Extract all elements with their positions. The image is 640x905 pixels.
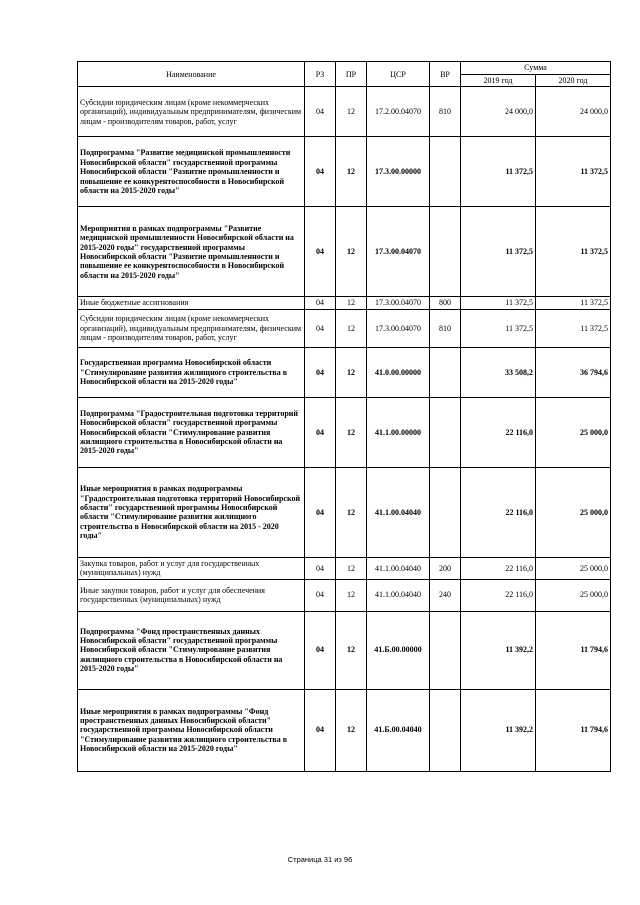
cell-vr: 810 (430, 309, 461, 347)
budget-table (77, 61, 611, 772)
cell-sum-2019: 22 116,0 (461, 467, 536, 557)
budget-page (77, 61, 610, 772)
cell-csr: 41.1.00.04040 (367, 557, 430, 579)
cell-pr: 12 (336, 557, 367, 579)
cell-pr: 12 (336, 347, 367, 397)
cell-sum-2020: 11 372,5 (536, 309, 611, 347)
cell-vr (430, 689, 461, 771)
header-name: Наименование (78, 62, 305, 87)
cell-csr: 17.2.00.04070 (367, 87, 430, 137)
header-sum: Сумма (461, 62, 611, 75)
cell-sum-2020: 11 372,5 (536, 207, 611, 297)
table-row (78, 137, 611, 207)
cell-name: Мероприятия в рамках подпрограммы "Развитие медицинской промышленности Новосибирской области на 2015-2020 годы" государственной программы Новосибирской области "Развитие промышленности и повышение ее конкурентоспособности в Новосибирской области на 2015-2020 годы" (78, 207, 305, 297)
cell-csr: 17.3.00.00000 (367, 137, 430, 207)
cell-csr: 17.3.00.04070 (367, 297, 430, 309)
cell-vr (430, 397, 461, 467)
cell-name: Иные бюджетные ассигнования (78, 297, 305, 309)
table-row (78, 87, 611, 137)
cell-sum-2020: 24 000,0 (536, 87, 611, 137)
cell-csr: 17.3.00.04070 (367, 309, 430, 347)
cell-rz: 04 (305, 309, 336, 347)
cell-sum-2020: 25 000,0 (536, 467, 611, 557)
cell-sum-2019: 22 116,0 (461, 397, 536, 467)
cell-sum-2020: 11 794,6 (536, 611, 611, 689)
cell-csr: 41.1.00.00000 (367, 397, 430, 467)
table-row (78, 207, 611, 297)
cell-rz: 04 (305, 347, 336, 397)
cell-sum-2019: 11 372,5 (461, 297, 536, 309)
cell-vr (430, 611, 461, 689)
table-row (78, 397, 611, 467)
cell-sum-2019: 11 392,2 (461, 611, 536, 689)
table-row (78, 689, 611, 771)
cell-rz: 04 (305, 689, 336, 771)
cell-sum-2020: 25 000,0 (536, 397, 611, 467)
cell-csr: 41.Б.00.04040 (367, 689, 430, 771)
cell-pr: 12 (336, 579, 367, 611)
table-header (78, 62, 611, 87)
cell-pr: 12 (336, 207, 367, 297)
cell-rz: 04 (305, 611, 336, 689)
cell-sum-2020: 36 794,6 (536, 347, 611, 397)
cell-name: Иные мероприятия в рамках подпрограммы "Фонд пространственных данных Новосибирской области" государственной программы Новосибирской области "Стимулирование развития жилищного строительства в Новосибирской области на 2015-2020 годы" (78, 689, 305, 771)
cell-csr: 41.0.00.00000 (367, 347, 430, 397)
cell-rz: 04 (305, 297, 336, 309)
cell-vr: 810 (430, 87, 461, 137)
cell-name: Иные закупки товаров, работ и услуг для обеспечения государственных (муниципальных) нужд (78, 579, 305, 611)
cell-csr: 41.1.00.04040 (367, 579, 430, 611)
cell-sum-2020: 11 372,5 (536, 297, 611, 309)
header-year-2019: 2019 год (461, 75, 536, 87)
cell-pr: 12 (336, 137, 367, 207)
cell-vr (430, 207, 461, 297)
cell-vr: 240 (430, 579, 461, 611)
table-row (78, 347, 611, 397)
cell-vr (430, 347, 461, 397)
table-row (78, 557, 611, 579)
cell-pr: 12 (336, 87, 367, 137)
cell-vr: 800 (430, 297, 461, 309)
cell-pr: 12 (336, 689, 367, 771)
cell-name: Подпрограмма "Градостроительная подготовка территорий Новосибирской области" государственной программы Новосибирской области "Стимулирование развития жилищного строительства в Новосибирской области на 2015-2020 годы" (78, 397, 305, 467)
table-row (78, 309, 611, 347)
cell-csr: 17.3.00.04070 (367, 207, 430, 297)
header-csr: ЦСР (367, 62, 430, 87)
cell-csr: 41.1.00.04040 (367, 467, 430, 557)
cell-rz: 04 (305, 467, 336, 557)
cell-vr (430, 137, 461, 207)
cell-rz: 04 (305, 87, 336, 137)
table-row (78, 611, 611, 689)
cell-rz: 04 (305, 397, 336, 467)
page-number: Страница 31 из 96 (287, 855, 353, 864)
header-rz: РЗ (305, 62, 336, 87)
table-row (78, 579, 611, 611)
cell-name: Подпрограмма "Развитие медицинской промышленности Новосибирской области" государственной программы Новосибирской области "Развитие промышленности и повышение ее конкурентоспособности в Новосибирской области на 2015-2020 годы" (78, 137, 305, 207)
table-body (78, 87, 611, 771)
table-row (78, 467, 611, 557)
cell-csr: 41.Б.00.00000 (367, 611, 430, 689)
cell-pr: 12 (336, 297, 367, 309)
cell-pr: 12 (336, 309, 367, 347)
cell-sum-2019: 11 372,5 (461, 207, 536, 297)
cell-rz: 04 (305, 579, 336, 611)
cell-name: Субсидии юридическим лицам (кроме некоммерческих организаций), индивидуальным предпринимателям, физическим лицам - производителям товаров, работ, услуг (78, 87, 305, 137)
cell-name: Иные мероприятия в рамках подпрограммы "Градостроительная подготовка территорий Новосибирской области" государственной программы Новосибирской области "Стимулирование развития жилищного строительства в Новосибирской области на 2015 - 2020 годы" (78, 467, 305, 557)
cell-pr: 12 (336, 467, 367, 557)
header-year-2020: 2020 год (536, 75, 611, 87)
cell-sum-2020: 11 372,5 (536, 137, 611, 207)
table-row (78, 297, 611, 309)
cell-sum-2020: 25 000,0 (536, 579, 611, 611)
cell-name: Закупка товаров, работ и услуг для государственных (муниципальных) нужд (78, 557, 305, 579)
cell-pr: 12 (336, 611, 367, 689)
cell-vr: 200 (430, 557, 461, 579)
cell-sum-2019: 11 372,5 (461, 137, 536, 207)
cell-pr: 12 (336, 397, 367, 467)
header-pr: ПР (336, 62, 367, 87)
cell-sum-2019: 24 000,0 (461, 87, 536, 137)
cell-sum-2019: 11 372,5 (461, 309, 536, 347)
cell-name: Подпрограмма "Фонд пространственных данных Новосибирской области" государственной программы Новосибирской области "Стимулирование развития жилищного строительства в Новосибирской области на 2015-2020 годы" (78, 611, 305, 689)
cell-vr (430, 467, 461, 557)
cell-sum-2020: 25 000,0 (536, 557, 611, 579)
cell-name: Государственная программа Новосибирской области "Стимулирование развития жилищного строительства в Новосибирской области на 2015-2020 годы" (78, 347, 305, 397)
cell-rz: 04 (305, 137, 336, 207)
cell-sum-2019: 22 116,0 (461, 579, 536, 611)
cell-sum-2019: 11 392,2 (461, 689, 536, 771)
cell-sum-2019: 33 508,2 (461, 347, 536, 397)
cell-rz: 04 (305, 207, 336, 297)
cell-sum-2019: 22 116,0 (461, 557, 536, 579)
header-vr: ВР (430, 62, 461, 87)
cell-name: Субсидии юридическим лицам (кроме некоммерческих организаций), индивидуальным предпринимателям, физическим лицам - производителям товаров, работ, услуг (78, 309, 305, 347)
cell-sum-2020: 11 794,6 (536, 689, 611, 771)
cell-rz: 04 (305, 557, 336, 579)
